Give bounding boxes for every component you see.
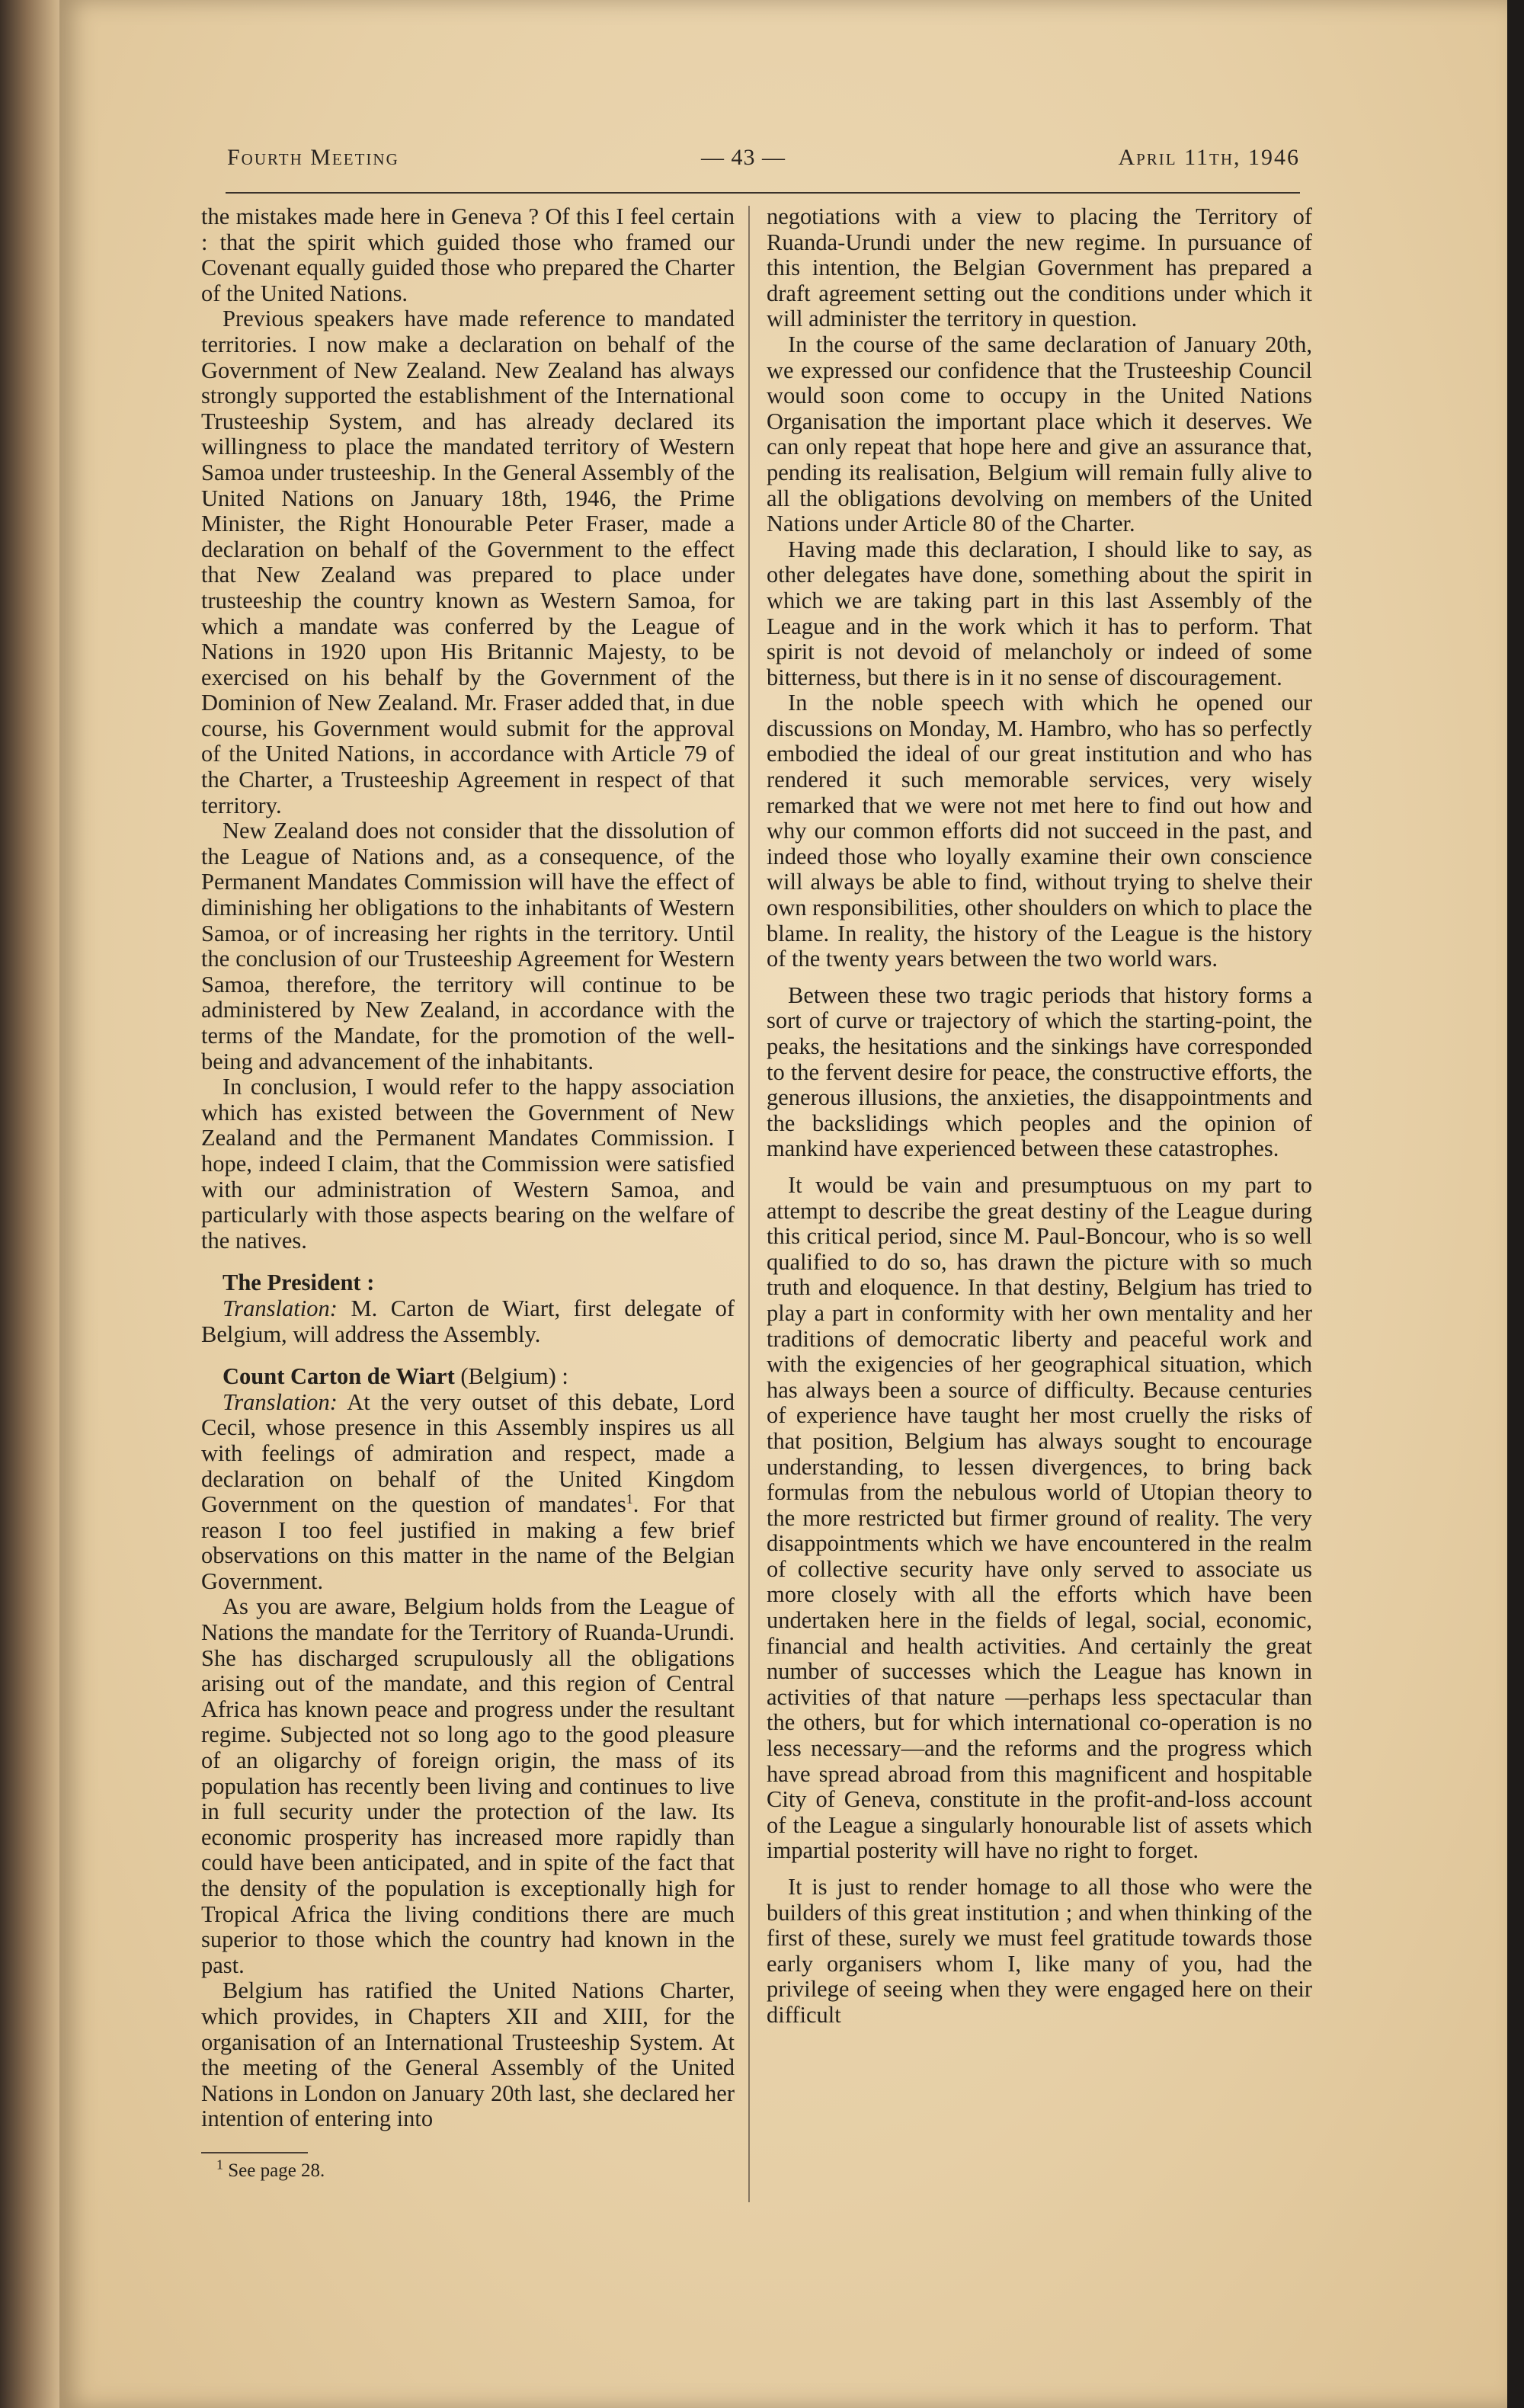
paragraph <box>201 1390 735 1595</box>
header-date: April 11th, 1946 <box>1118 145 1300 170</box>
translation-label: Translation: <box>223 1388 338 1415</box>
footnote-text: See page 28. <box>228 2160 325 2181</box>
paragraph: Between these two tragic periods that history forms a sort of curve or trajectory of which the starting-point, the peaks, the hesitations and the sinkings have corresponded to the fervent desire for peace, the constructive efforts, the generous illusions, the anxieties, the disappointments and the backslidings which peoples and the opinion of mankind have experienced between these catastrophes. <box>767 981 1312 1162</box>
scan-edge <box>1507 0 1524 2408</box>
paragraph: In the course of the same declaration of January 20th, we expressed our confidence that the Trusteeship Council would soon come to occupy in the United Nations Organisation the important place which it deserves. We can only repeat that hope here and give an assurance that, pending its realisation, Belgium will remain fully alive to all the obligations devolving on members of the United Nations under Article 80 of the Charter. <box>767 331 1312 537</box>
paragraph: the mistakes made here in Geneva ? Of this I feel certain : that the spirit which guided those who framed our Covenant equally guided those who prepared the Charter of the United Nations. <box>201 204 735 306</box>
paragraph-text: . For that reason I too feel justified in making a few brief observations on this matter in the name of the Belgian Government. <box>201 1491 735 1594</box>
footnote-ref: 1 <box>626 1491 633 1507</box>
speaker-heading <box>201 1364 735 1390</box>
running-header <box>168 145 1300 191</box>
speaker-country: (Belgium) : <box>460 1363 568 1390</box>
paragraph: In the noble speech with which he opened our discussions on Monday, M. Hambro, who has so perfectly embodied the ideal of our great institution and who has rendered it such memorable services, very wisely remarked that we were not met here to find out how and why our common efforts did not succeed in the past, and indeed those who loyally examine their own conscience will always be able to find, without trying to shelve their own responsibilities, other shoulders on which to place the blame. In reality, the history of the League is the history of the twenty years between the two world wars. <box>767 690 1312 972</box>
book-binding <box>0 0 69 2408</box>
footnote-mark: 1 <box>216 2157 223 2173</box>
paragraph: negotiations with a view to placing the Territory of Ruanda-Urundi under the new regime. In pursuance of this intention, the Belgian Government has prepared a draft agreement setting out the conditions under which it will administer the territory in question. <box>767 204 1312 332</box>
column-divider <box>748 206 750 2202</box>
paragraph: Belgium has ratified the United Nations Charter, which provides, in Chapters XII and XIII, for the organisation of an International Trusteeship System. At the meeting of the General Assembly of the United Nations in London on January 20th last, she declared her intention of entering into <box>201 1977 735 2132</box>
paragraph: In conclusion, I would refer to the happy association which has existed between the Government of New Zealand and the Permanent Mandates Commission. I hope, indeed I claim, that the Commission were satisfied with our administration of Western Samoa, and particularly with those aspects bearing on the welfare of the natives. <box>201 1074 735 1254</box>
right-column <box>767 204 1312 2307</box>
header-meeting: Fourth Meeting <box>227 145 399 170</box>
paragraph: New Zealand does not consider that the dissolution of the League of Nations and, as a consequence, of the Permanent Mandates Commission will have the effect of diminishing her obligations to the inhabitants of Western Samoa, or of increasing her rights in the territory. Until the conclusion of our Trusteeship Agreement for Western Samoa, therefore, the territory will continue to be administered by New Zealand, in accordance with the terms of the Mandate, for the promotion of the well-being and advancement of the inhabitants. <box>201 818 735 1074</box>
footnote <box>201 2158 735 2184</box>
speaker-heading: The President : <box>223 1270 375 1296</box>
speaker-name: Count Carton de Wiart <box>223 1363 455 1390</box>
paragraph-text: At the very outset of this debate, Lord Cecil, whose presence in this Assembly inspires us all with feelings of admiration and respect, made a declaration on behalf of the United Kingdom Government on the question of mandates <box>201 1388 735 1518</box>
paragraph <box>201 1296 735 1347</box>
page-number: — 43 — <box>701 145 786 170</box>
paragraph: It would be vain and presumptuous on my part to attempt to describe the great destiny of the League during this critical period, since M. Paul-Boncour, who is so well qualified to do so, has drawn the picture with so much truth and eloquence. In that destiny, Belgium has tried to play a part in conformity with her own mentality and her traditions of democratic liberty and peaceful work and with the exigencies of her geographical situation, which has always been a source of difficulty. Because centuries of experience have taught her most cruelly the risks of that position, Belgium has always sought to encourage understanding, to lessen divergences, to bring back formulas from the nebulous world of Utopian theory to the more restricted but firmer ground of reality. The very disappointments which we have encountered in the realm of collective security have only served to associate us more closely with all the efforts which have been undertaken here in the fields of legal, social, economic, financial and health activities. And certainly the great number of successes which the League has known in activities of that nature —perhaps less spectacular than the others, but for which international co-operation is no less necessary—and the reforms and the progress which have spread abroad from this magnificent and hospitable City of Geneva, constitute in the profit-and-loss account of the League a singularly honourable list of assets which impartial posterity will have no right to forget. <box>767 1171 1312 1864</box>
translation-label: Translation: <box>223 1295 338 1321</box>
header-rule <box>226 192 1300 194</box>
paragraph: Previous speakers have made reference to mandated territories. I now make a declaration on behalf of the Government of New Zealand. New Zealand has always strongly supported the establishment of the International Trusteeship System, and has already declared its willingness to place the mandated territory of Western Samoa under trusteeship. In the General Assembly of the United Nations on January 18th, 1946, the Prime Minister, the Right Honourable Peter Fraser, made a declaration on behalf of the Government to the effect that New Zealand was prepared to place under trusteeship the country known as Western Samoa, for which a mandate was conferred by the League of Nations in 1920 upon His Britannic Majesty, to be exercised on his behalf by the Government of the Dominion of New Zealand. Mr. Fraser added that, in due course, his Government would submit for the approval of the United Nations, in accordance with Article 79 of the Charter, a Trusteeship Agreement in respect of that territory. <box>201 306 735 818</box>
paragraph: It is just to render homage to all those who were the builders of this great institution ; and when thinking of the first of these, surely we must feel gratitude towards those early organisers whom I, like many of you, had the privilege of seeing when they were engaged here on their difficult <box>767 1874 1312 2028</box>
left-column <box>201 204 735 2307</box>
footnote-rule <box>201 2152 308 2153</box>
paragraph-text: M. Carton de Wiart, first delegate of Belgium, will address the Assembly. <box>201 1295 735 1347</box>
paragraph: Having made this declaration, I should like to say, as other delegates have done, something about the spirit in which we are taking part in this last Assembly of the League and in the work which it has to perform. That spirit is not devoid of melancholy or indeed of some bitterness, but there is in it no sense of discouragement. <box>767 536 1312 690</box>
paragraph: As you are aware, Belgium holds from the League of Nations the mandate for the Territory of Ruanda-Urundi. She has discharged scrupulously all the obligations arising out of the mandate, and this region of Central Africa has known peace and progress under the resultant regime. Subjected not so long ago to the good pleasure of an oligarchy of foreign origin, the mass of its population has recently been living and continues to live in full security under the protection of the law. Its economic prosperity has increased more rapidly than could have been anticipated, and in spite of the fact that the density of the population is exceptionally high for Tropical Africa the living conditions there are much superior to those which the country had known in the past. <box>201 1593 735 1978</box>
